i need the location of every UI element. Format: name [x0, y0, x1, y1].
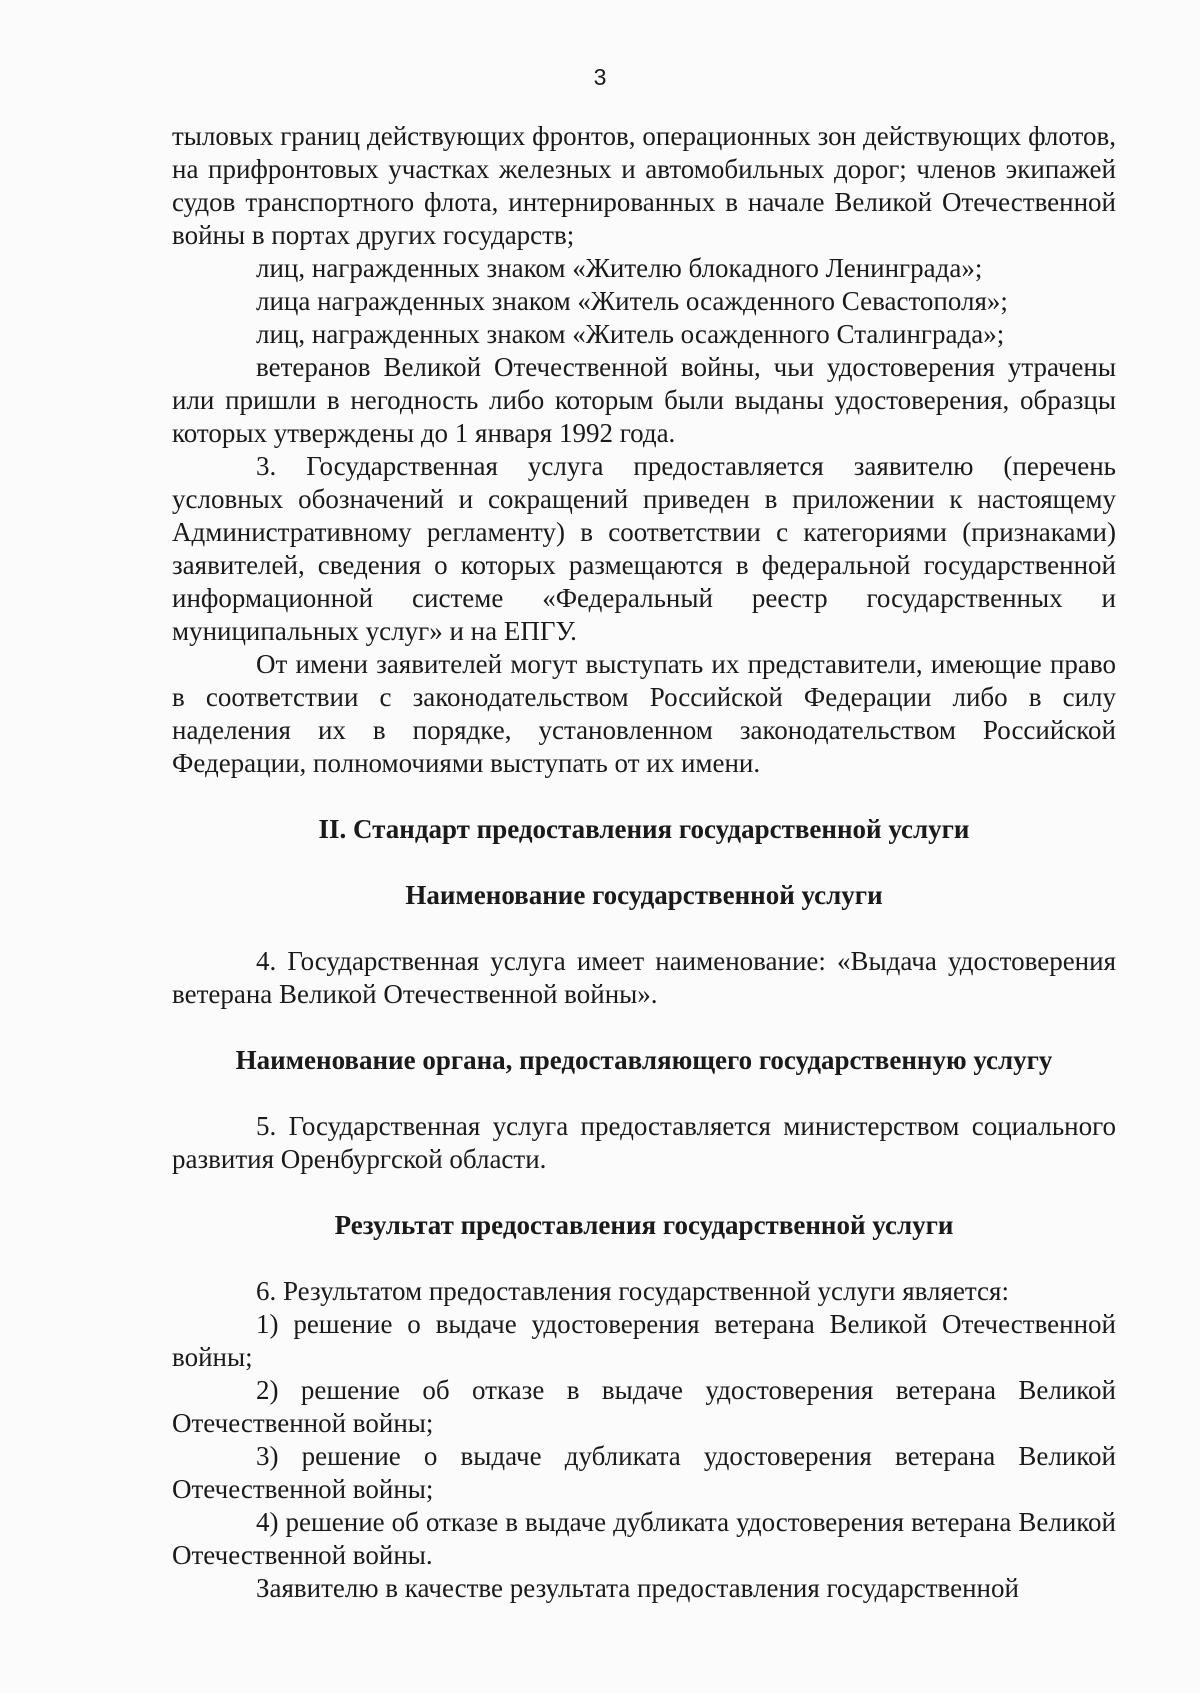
paragraph: От имени заявителей могут выступать их представители, имеющие право в соответствии с законодательством Российской Федерации либо в силу наделения их в порядке, установленном законодательством Российской Федерации, полномочиями выступать от их имени. [172, 649, 1116, 778]
spacer [172, 1176, 1116, 1209]
spacer [172, 1242, 1116, 1275]
paragraph: 4. Государственная услуга имеет наименование: «Выдача удостоверения ветерана Великой Отечественной войны». [172, 946, 1116, 1009]
paragraph: лиц, награжденных знаком «Житель осажденного Сталинграда»; [256, 319, 1005, 349]
spacer [172, 1011, 1116, 1044]
page-number: 3 [593, 64, 607, 90]
paragraph: Заявителю в качестве результата предоставления государственной [256, 1573, 1019, 1603]
paragraph: лица награжденных знаком «Житель осажденного Севастополя»; [256, 286, 1008, 316]
section-heading: Наименование органа, предоставляющего государственную услугу [235, 1045, 1053, 1075]
paragraph: тыловых границ действующих фронтов, операционных зон действующих флотов, на прифронтовых участках железных и автомобильных дорог; членов экипажей судов транспортного флота, интернированных в начале Великой Отечественной войны в портах других государств; [172, 121, 1116, 250]
paragraph: 1) решение о выдаче удостоверения ветерана Великой Отечественной войны; [172, 1309, 1116, 1372]
spacer [172, 912, 1116, 945]
section-heading: Результат предоставления государственной услуги [334, 1210, 954, 1240]
spacer [172, 1077, 1116, 1110]
paragraph: 3. Государственная услуга предоставляется заявителю (перечень условных обозначений и сокращений приведен в приложении к настоящему Административному регламенту) в соответствии с категориями (признаками) заявителей, сведения о которых размещаются в федеральной государственной информационной системе «Федеральный реестр государственных и муниципальных услуг» и на ЕПГУ. [172, 451, 1116, 646]
section-heading: Наименование государственной услуги [405, 880, 883, 910]
document-body [172, 120, 1116, 1605]
paragraph: лиц, награжденных знаком «Жителю блокадного Ленинграда»; [256, 253, 983, 283]
paragraph: 2) решение об отказе в выдаче удостоверения ветерана Великой Отечественной войны; [172, 1375, 1116, 1438]
paragraph: 5. Государственная услуга предоставляется министерством социального развития Оренбургской области. [172, 1111, 1116, 1174]
spacer [172, 780, 1116, 813]
paragraph: ветеранов Великой Отечественной войны, чьи удостоверения утрачены или пришли в негодность либо которым были выданы удостоверения, образцы которых утверждены до 1 января 1992 года. [172, 352, 1116, 448]
spacer [172, 846, 1116, 879]
paragraph: 6. Результатом предоставления государственной услуги является: [256, 1276, 1009, 1306]
paragraph: 3) решение о выдаче дубликата удостоверения ветерана Великой Отечественной войны; [172, 1441, 1116, 1504]
section-heading: II. Стандарт предоставления государственной услуги [318, 814, 970, 844]
paragraph: 4) решение об отказе в выдаче дубликата удостоверения ветерана Великой Отечественной войны. [172, 1507, 1116, 1570]
